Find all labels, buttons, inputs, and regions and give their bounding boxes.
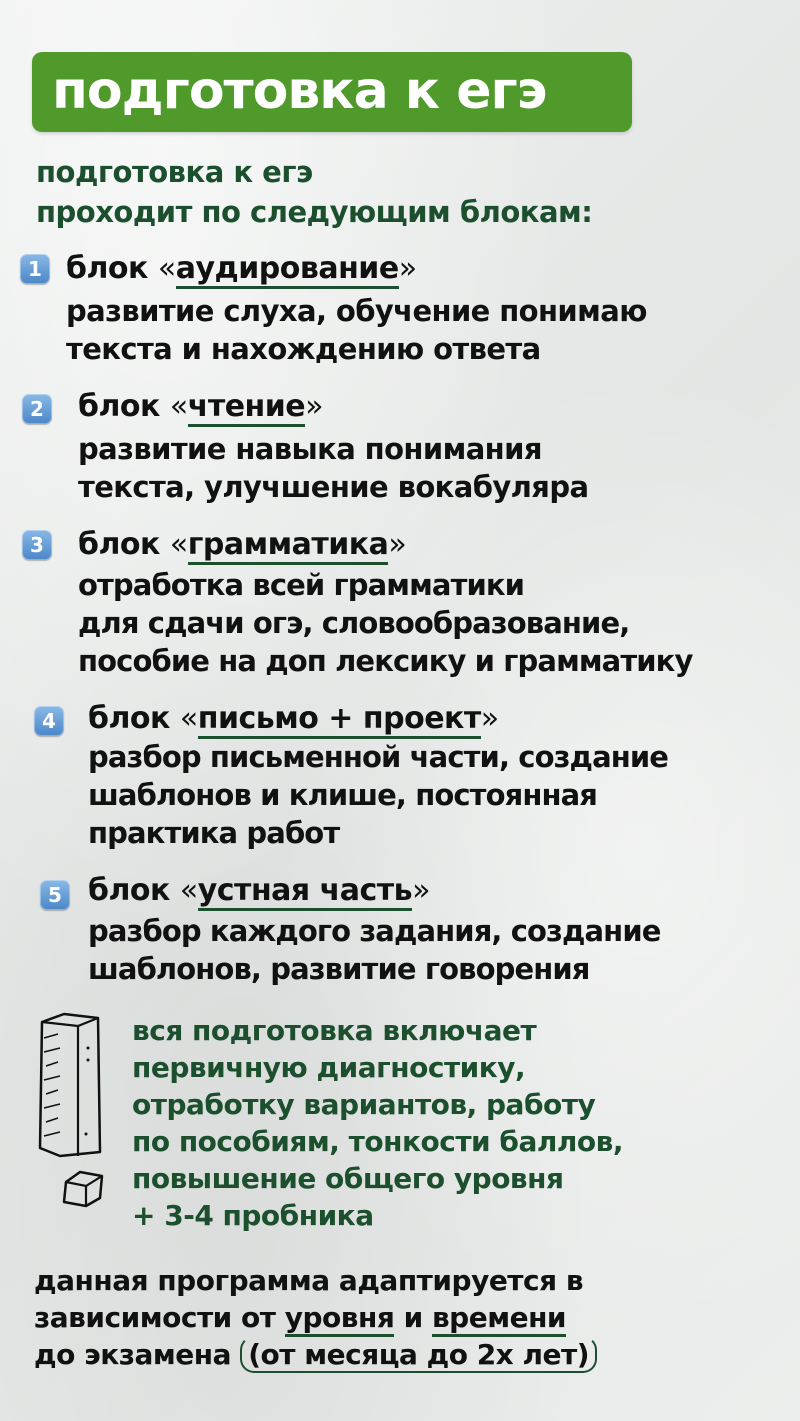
number-badge-4-icon: 4 [34, 706, 64, 736]
block-5-heading: блок «устная часть» [88, 872, 430, 910]
block-3-heading: блок «грамматика» [78, 526, 406, 564]
block-1-heading: блок «аудирование» [66, 250, 417, 288]
block-2-line-2: текста, улучшение вокабуляра [78, 470, 589, 504]
block-5-line-2: шаблонов, развитие говорения [88, 952, 590, 986]
number-badge-1-icon: 1 [20, 254, 50, 284]
footer-duration-circled: (от месяца до 2х лет) [240, 1336, 597, 1373]
block-1-line-1: развитие слуха, обучение понимаю [66, 294, 647, 328]
number-badge-2-icon: 2 [22, 394, 52, 424]
block-5-prefix: блок [88, 873, 170, 908]
note-line-2: первичную диагностику, [132, 1051, 526, 1084]
footer-time-underlined: времени [432, 1301, 566, 1337]
page-title: подготовка к егэ [52, 61, 547, 121]
footer-line-1: данная программа адаптируется в [34, 1264, 584, 1297]
number-badge-3-icon: 3 [22, 530, 52, 560]
includes-note [132, 1012, 623, 1234]
eraser-icon [60, 1168, 106, 1210]
chalk-stick-icon [34, 1008, 106, 1158]
note-line-4: по пособиям, тонкости баллов, [132, 1125, 623, 1158]
block-1-line-2: текста и нахождению ответа [66, 332, 541, 366]
footer-line-3 [34, 1336, 597, 1373]
footer-text-part: и [394, 1301, 432, 1334]
block-5-description [88, 912, 661, 988]
subtitle-line-2: проходит по следующим блокам: [36, 195, 593, 229]
subtitle [36, 152, 592, 232]
block-4-line-1: разбор письменной части, создание [88, 740, 669, 774]
note-line-1: вся подготовка включает [132, 1014, 537, 1047]
number-badge-5-icon: 5 [40, 880, 70, 910]
block-2-name: чтение [188, 389, 305, 427]
footer-text [34, 1262, 597, 1373]
block-3-line-2: для сдачи огэ, словообразование, [78, 606, 630, 640]
block-4-name: письмо + проект [198, 701, 481, 739]
block-4-prefix: блок [88, 701, 170, 736]
block-1-description [66, 292, 647, 368]
footer-text-part: зависимости от [34, 1301, 285, 1334]
footer-line-2 [34, 1299, 597, 1336]
footer-level-underlined: уровня [285, 1301, 395, 1337]
block-3-line-3: пособие на доп лексику и грамматику [78, 644, 693, 678]
block-2-prefix: блок [78, 389, 160, 424]
block-3-name: грамматика [188, 527, 389, 565]
footer-text-part: до экзамена [34, 1338, 241, 1371]
note-line-6: + 3-4 пробника [132, 1199, 374, 1232]
block-2-description [78, 430, 588, 506]
note-line-5: повышение общего уровня [132, 1162, 564, 1195]
block-4-description [88, 738, 668, 852]
block-3-description [78, 566, 692, 680]
block-2-heading: блок «чтение» [78, 388, 323, 426]
block-1-prefix: блок [66, 251, 148, 286]
block-4-line-2: шаблонов и клише, постоянная [88, 778, 597, 812]
block-5-name: устная часть [198, 873, 412, 911]
block-3-line-1: отработка всей грамматики [78, 568, 525, 602]
note-line-3: отработку вариантов, работу [132, 1088, 596, 1121]
subtitle-line-1: подготовка к егэ [36, 155, 313, 189]
block-2-line-1: развитие навыка понимания [78, 432, 542, 466]
block-3-prefix: блок [78, 527, 160, 562]
block-5-line-1: разбор каждого задания, создание [88, 914, 661, 948]
block-1-name: аудирование [176, 251, 399, 289]
block-4-heading: блок «письмо + проект» [88, 700, 499, 738]
block-4-line-3: практика работ [88, 816, 340, 850]
